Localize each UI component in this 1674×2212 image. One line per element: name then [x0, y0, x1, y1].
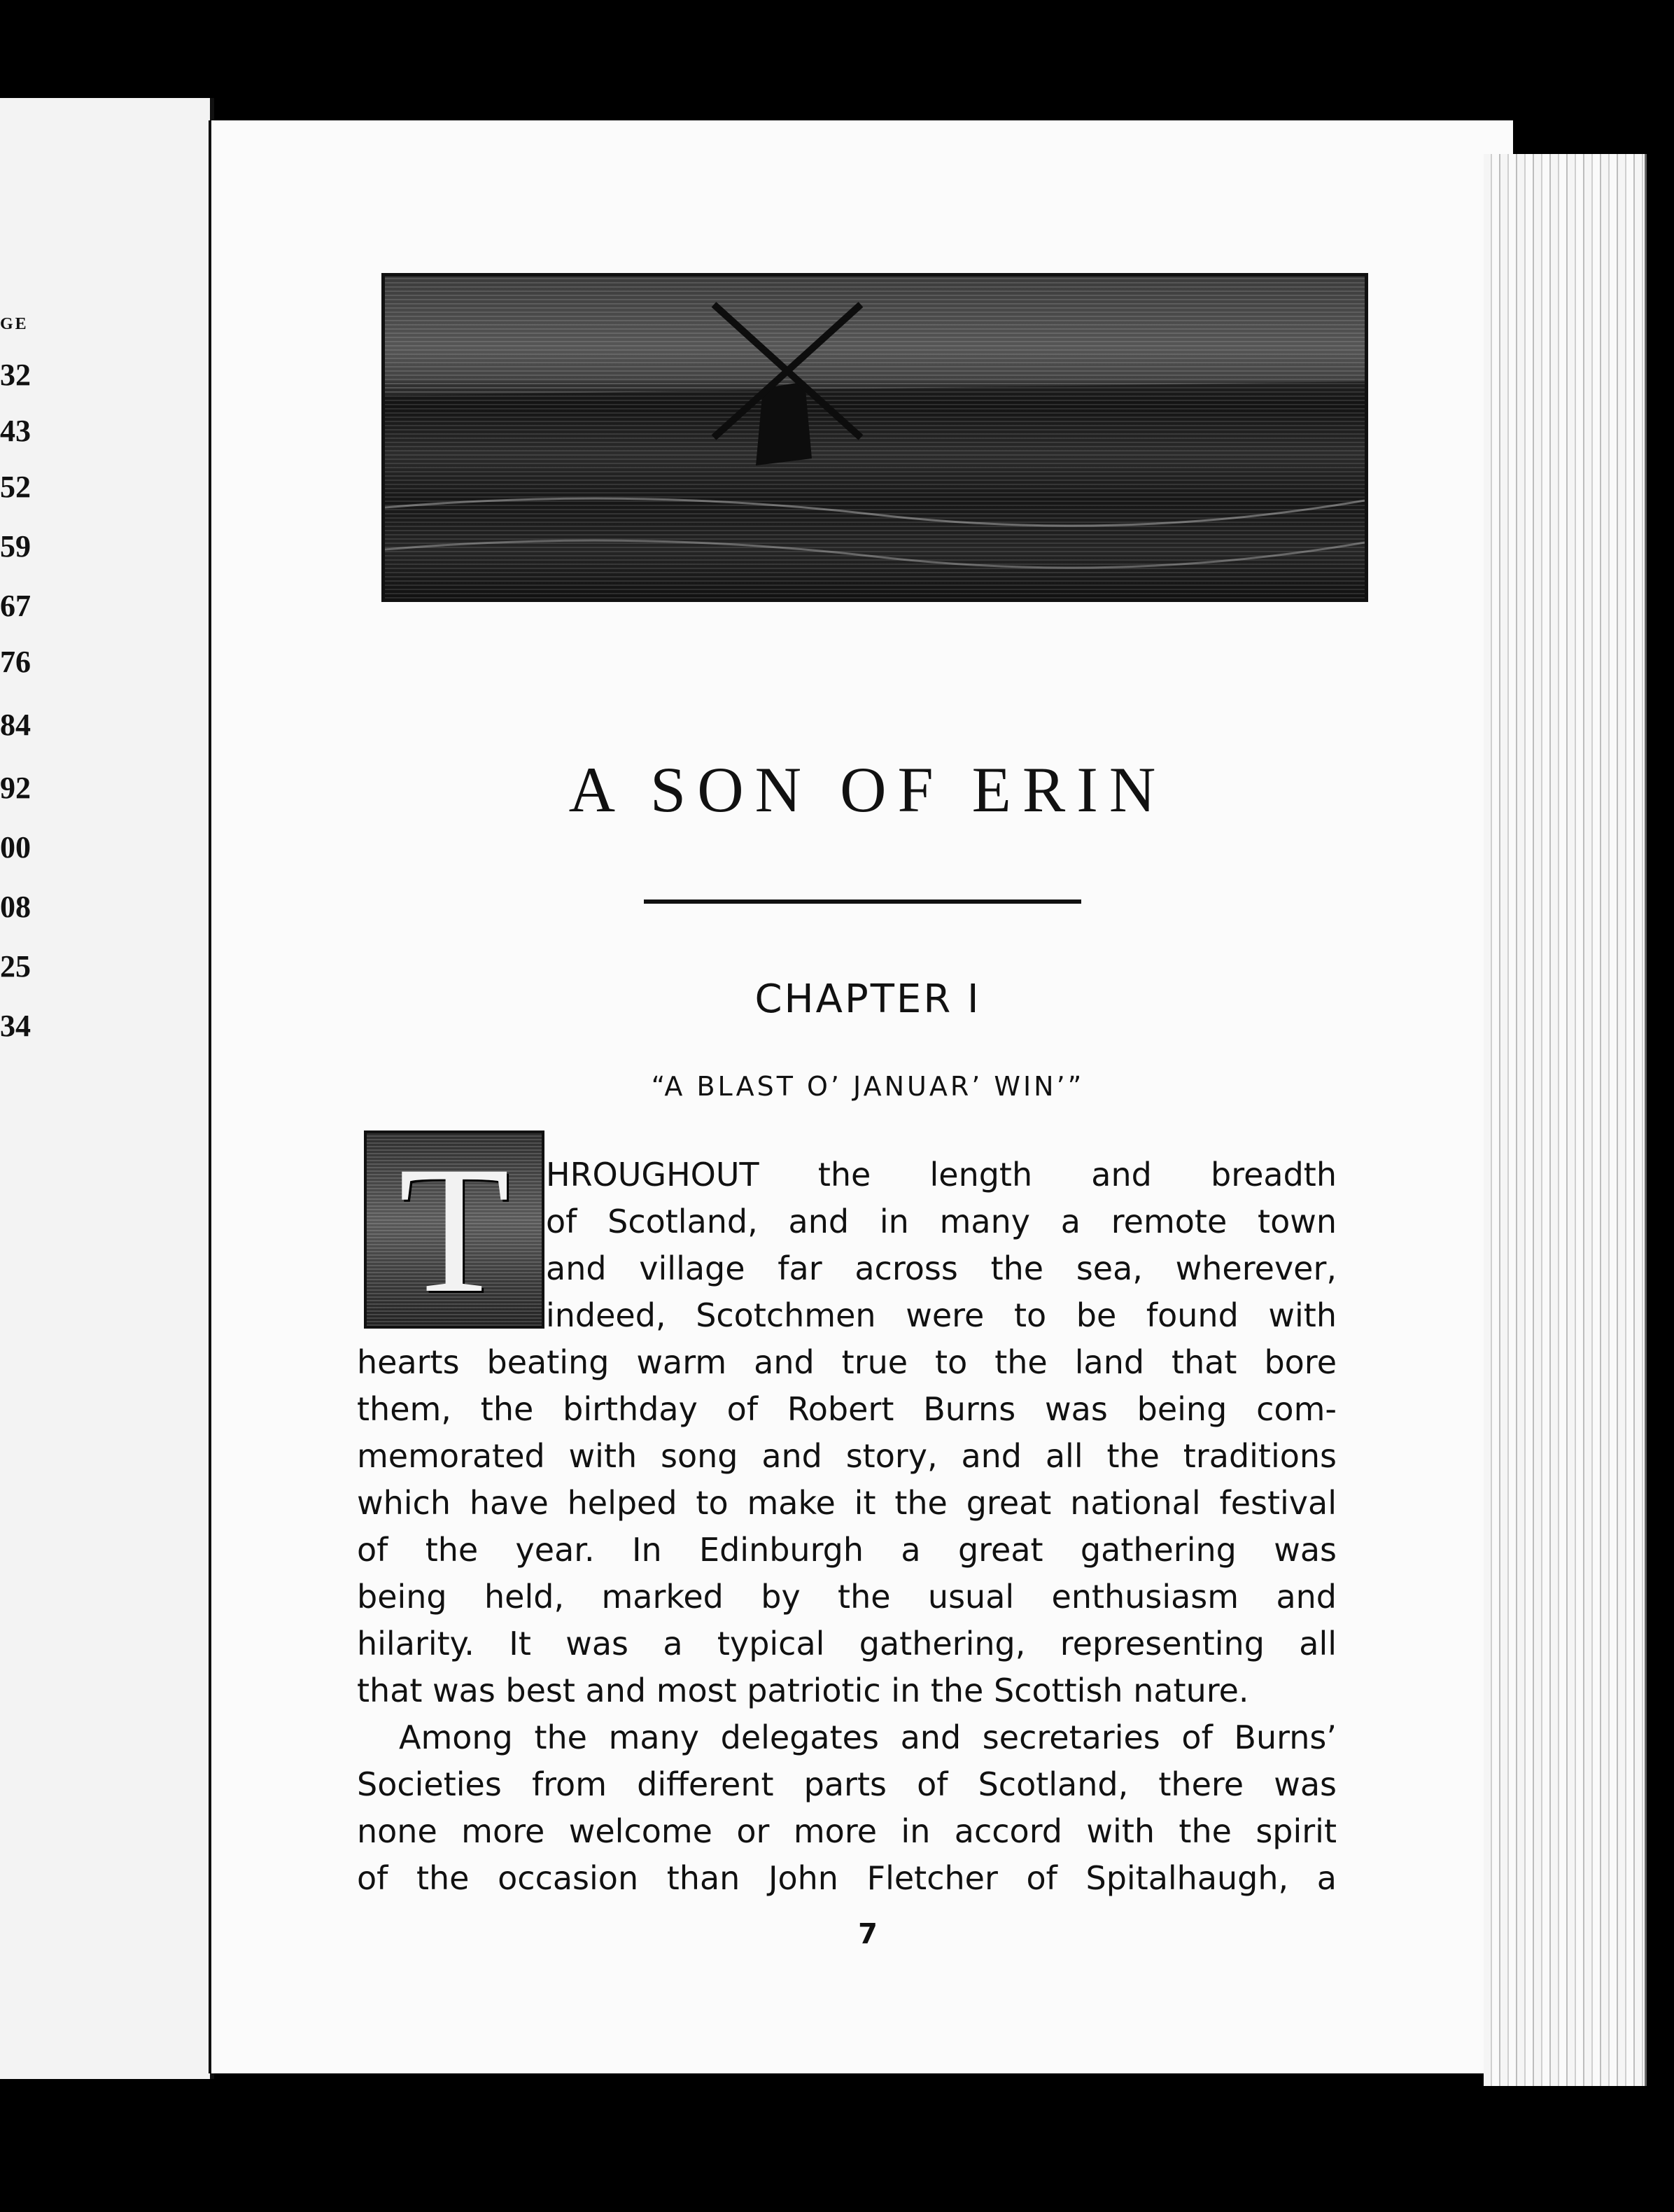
- contents-page-number: 00: [0, 830, 31, 864]
- text-line: them, the birthday of Robert Burns was being com-: [357, 1390, 1337, 1428]
- text-line: none more welcome or more in accord with the spirit: [357, 1812, 1337, 1850]
- text-line: and village far across the sea, wherever,: [546, 1250, 1337, 1287]
- text-line: Societies from different parts of Scotland, there was: [357, 1765, 1337, 1803]
- contents-page-number: 92: [0, 771, 31, 805]
- book-title: A SON OF ERIN: [568, 754, 1167, 825]
- title-divider: [644, 899, 1081, 904]
- text-line: of the occasion than John Fletcher of Spitalhaugh, a: [357, 1859, 1337, 1897]
- text-line: HROUGHOUT the length and breadth: [546, 1156, 1337, 1194]
- chapter-heading: CHAPTER I: [754, 976, 981, 1022]
- text-line: which have helped to make it the great national festival: [357, 1484, 1337, 1522]
- text-line: hearts beating warm and true to the land that bore: [357, 1343, 1337, 1381]
- text-line: indeed, Scotchmen were to be found with: [546, 1296, 1337, 1334]
- contents-page-number: 08: [0, 890, 31, 924]
- contents-page-number: 34: [0, 1009, 31, 1043]
- header-engraving-image: [381, 273, 1368, 602]
- contents-header-fragment: GE: [0, 315, 29, 333]
- left-page: [0, 98, 214, 2079]
- contents-page-number: 32: [0, 358, 31, 392]
- text-line: being held, marked by the usual enthusiasm and: [357, 1578, 1337, 1616]
- text-line: of Scotland, and in many a remote town: [546, 1203, 1337, 1240]
- contents-page-number: 43: [0, 414, 31, 448]
- chapter-subtitle: “A BLAST O’ JANUAR’ WIN’”: [651, 1071, 1085, 1102]
- contents-page-number: 59: [0, 529, 31, 564]
- contents-page-number: 67: [0, 589, 31, 623]
- windmill-landscape-illustration: [385, 276, 1365, 598]
- text-line: of the year. In Edinburgh a great gathering was: [357, 1531, 1337, 1569]
- text-line: memorated with song and story, and all the traditions: [357, 1437, 1337, 1475]
- body-text: [357, 1152, 1337, 1902]
- contents-page-number: 76: [0, 645, 31, 679]
- contents-page-number: 52: [0, 470, 31, 504]
- text-line: Among the many delegates and secretaries of Burns’: [399, 1718, 1337, 1756]
- text-line: that was best and most patriotic in the Scottish nature.: [357, 1672, 1249, 1709]
- contents-page-number: 25: [0, 949, 31, 983]
- drop-cap-letter: T: [398, 1128, 510, 1331]
- text-line: hilarity. It was a typical gathering, representing all: [357, 1625, 1337, 1662]
- contents-page-number: 84: [0, 708, 31, 742]
- page-number: 7: [858, 1918, 878, 1950]
- page-edge-stack: [1484, 154, 1647, 2086]
